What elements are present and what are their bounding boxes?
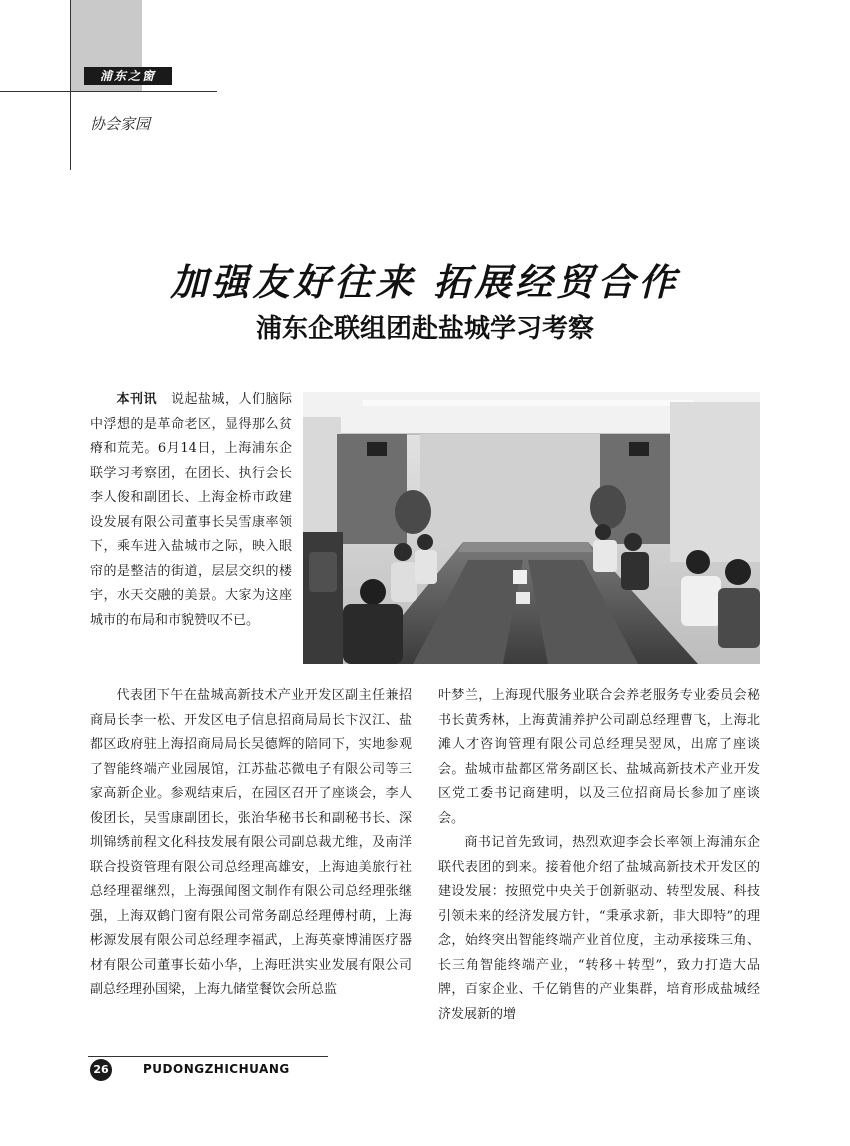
intro-text: 说起盐城，人们脑际中浮想的是革命老区，显得那么贫瘠和荒芜。6月14日，上海浦东企联学习考察团，在团长、执行会长李人俊和副团长、上海金桥市政建设发展有限公司董事长吴雪康率领下，乘车进入盐城市之际，映入眼帘的是整洁的街道，层层交织的楼宇，水天交融的美景。大家为这座城市的布局和市貌赞叹不已。	[90, 392, 292, 628]
intro-paragraph	[90, 388, 292, 633]
body-paragraph-2	[90, 684, 412, 1003]
article-title: 加强友好往来 拓展经贸合作	[170, 260, 680, 304]
magazine-name: PUDONGZHICHUANG	[143, 1062, 290, 1076]
footer-rule	[88, 1056, 328, 1057]
section-label: 协会家园	[90, 115, 151, 133]
body-paragraph-3	[438, 684, 760, 831]
header-horizontal-rule	[0, 91, 217, 92]
body-paragraph-4	[438, 831, 760, 1027]
article-subtitle: 浦东企联组团赴盐城学习考察	[255, 314, 594, 344]
lead-label: 本刊讯	[116, 392, 158, 407]
header-vertical-rule	[70, 0, 71, 170]
body-text-4: 商书记首先致词，热烈欢迎李会长率领上海浦东企联代表团的到来。接着他介绍了盐城高新技术开发区的建设发展：按照党中央关于创新驱动、转型发展、科技引领未来的经济发展方针，“秉承求新，非大即特”的理念，始终突出智能终端产业首位度，主动承接珠三角、长三角智能终端产业，“转移＋转型”，致力打造大品牌，百家企业、千亿销售的产业集群，培育形成盐城经济发展新的增	[438, 835, 760, 1022]
meeting-photo	[303, 392, 760, 664]
page-number: 26	[90, 1059, 112, 1081]
column-badge: 浦东之窗	[84, 67, 172, 85]
body-text-2: 代表团下午在盐城高新技术产业开发区副主任兼招商局长李一松、开发区电子信息招商局局长卞汉江、盐都区政府驻上海招商局局长吴德辉的陪同下，实地参观了智能终端产业园展馆，江苏盐芯微电子有限公司等三家高新企业。参观结束后，在园区召开了座谈会，李人俊团长，吴雪康副团长，张治华秘书长和副秘书长、深圳锦绣前程文化科技发展有限公司副总裁尤维，及南洋联合投资管理有限公司总经理高雄安，上海迪美旅行社总经理翟继烈，上海强闻图文制作有限公司总经理张继强，上海双鹤门窗有限公司常务副总经理傅村萌，上海彬源发展有限公司总经理李福武，上海英豪博浦医疗器材有限公司董事长茹小华，上海旺洪实业发展有限公司副总经理孙国梁，上海九储堂餐饮会所总监	[90, 688, 412, 997]
body-text-3: 叶梦兰，上海现代服务业联合会养老服务专业委员会秘书长黄秀林，上海黄浦养护公司副总经理曹飞，上海北滩人才咨询管理有限公司总经理吴翌凤，出席了座谈会。盐城市盐都区常务副区长、盐城高新技术产业开发区党工委书记商建明，以及三位招商局长参加了座谈会。	[438, 688, 760, 826]
